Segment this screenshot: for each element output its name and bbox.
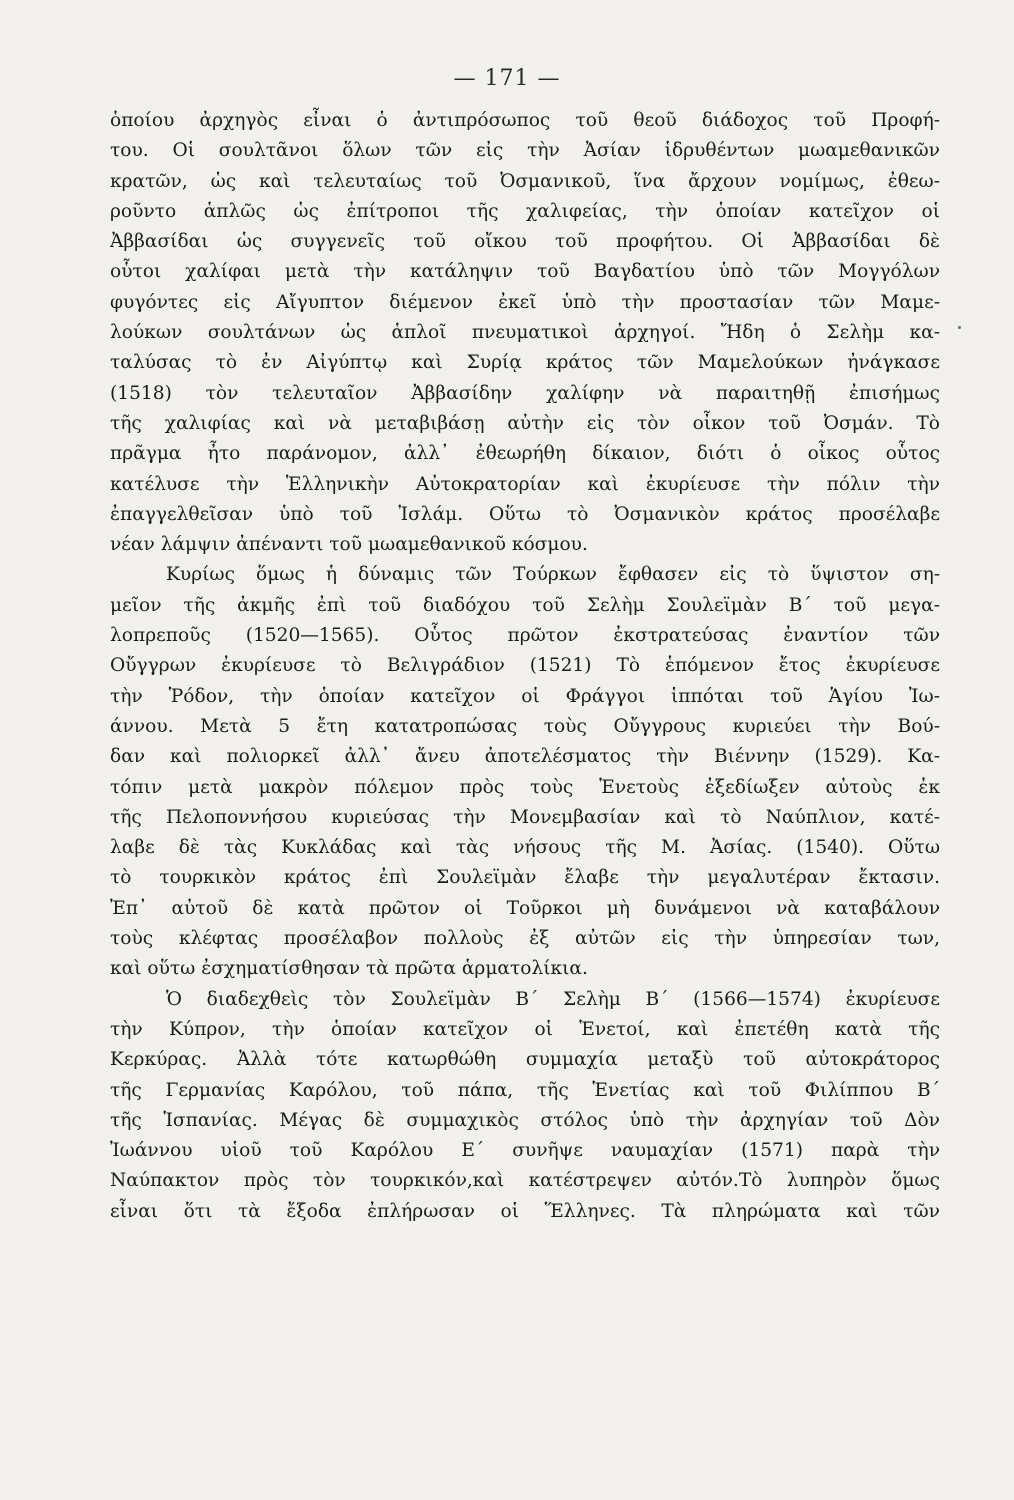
text-line: τῆς Ἱσπανίας. Μέγας δὲ συμμαχικὸς στόλος ὑπὸ τὴν ἀρχηγίαν τοῦ Δὸν — [110, 1109, 940, 1131]
text-line: τὸ τουρκικὸν κράτος ἐπὶ Σουλεϊμὰν ἔλαβε τὴν μεγαλυτέραν ἔκτασιν. — [110, 867, 940, 889]
text-line: τῆς Πελοποννήσου κυριεύσας τὴν Μονεμβασίαν καὶ τὸ Ναύπλιον, κατέ- — [110, 806, 940, 828]
text-line: εἶναι ὅτι τὰ ἔξοδα ἐπλήρωσαν οἱ Ἕλληνες. Τὰ πληρώματα καὶ τῶν — [110, 1200, 940, 1222]
text-line: Κυρίως ὅμως ἡ δύναμις τῶν Τούρκων ἔφθασεν εἰς τὸ ὕψιστον ση- — [166, 564, 940, 586]
text-line: ὁποίου ἀρχηγὸς εἶναι ὁ ἀντιπρόσωπος τοῦ θεοῦ διάδοχος τοῦ Προφή- — [110, 110, 940, 131]
text-line: Κερκύρας. Ἀλλὰ τότε κατωρθώθη συμμαχία μεταξὺ τοῦ αὐτοκράτορος — [110, 1049, 940, 1071]
page-number: — 171 — — [453, 66, 561, 91]
text-line: τὴν Ῥόδον, τὴν ὁποίαν κατεῖχον οἱ Φράγγοι ἱππόται τοῦ Ἁγίου Ἰω- — [110, 685, 940, 707]
text-line: τῆς χαλιφίας καὶ νὰ μεταβιβάσῃ αὐτὴν εἰς τὸν οἶκον τοῦ Ὀσμάν. Τὸ — [110, 412, 940, 434]
text-line: Ἀββασίδαι ὡς συγγενεῖς τοῦ οἴκου τοῦ προφήτου. Οἱ Ἀββασίδαι δὲ — [110, 231, 940, 253]
text-line: ἐπαγγελθεῖσαν ὑπὸ τοῦ Ἰσλάμ. Οὕτω τὸ Ὀσμανικὸν κράτος προσέλαβε — [110, 503, 940, 525]
text-line: Οὔγγρων ἐκυρίευσε τὸ Βελιγράδιον (1521) Τὸ ἑπόμενον ἔτος ἐκυρίευσε — [110, 655, 940, 677]
print-speck — [958, 326, 961, 329]
text-line: οὗτοι χαλίφαι μετὰ τὴν κατάληψιν τοῦ Βαγδατίου ὑπὸ τῶν Μογγόλων — [110, 261, 940, 283]
text-line: φυγόντες εἰς Αἴγυπτον διέμενον ἐκεῖ ὑπὸ τὴν προστασίαν τῶν Μαμε- — [110, 291, 940, 313]
text-line: τῆς Γερμανίας Καρόλου, τοῦ πάπα, τῆς Ἑνετίας καὶ τοῦ Φιλίππου Β´ — [110, 1079, 940, 1101]
text-line: (1518) τὸν τελευταῖον Ἀββασίδην χαλίφην νὰ παραιτηθῇ ἐπισήμως — [110, 382, 940, 404]
text-line: λοπρεποῦς (1520—1565). Οὗτος πρῶτον ἐκστρατεύσας ἐναντίον τῶν — [110, 625, 940, 647]
text-line: πρᾶγμα ἦτο παράνομον, ἀλλ᾽ ἐθεωρήθη δίκαιον, διότι ὁ οἶκος οὗτος — [110, 443, 940, 465]
text-line: τόπιν μετὰ μακρὸν πόλεμον πρὸς τοὺς Ἑνετοὺς ἐξεδίωξεν αὐτοὺς ἐκ — [110, 776, 940, 798]
text-line: Ναύπακτον πρὸς τὸν τουρκικόν,καὶ κατέστρεψεν αὐτόν.Τὸ λυπηρὸν ὅμως — [110, 1170, 940, 1192]
text-line: μεῖον τῆς ἀκμῆς ἐπὶ τοῦ διαδόχου τοῦ Σελὴμ Σουλεϊμὰν Β´ τοῦ μεγα- — [110, 594, 940, 616]
text-line: δαν καὶ πολιορκεῖ ἀλλ᾽ ἄνευ ἀποτελέσματος τὴν Βιέννην (1529). Κα- — [110, 746, 940, 768]
text-line: τοὺς κλέφτας προσέλαβον πολλοὺς ἐξ αὐτῶν εἰς τὴν ὑπηρεσίαν των, — [110, 928, 940, 950]
text-line: Ἰωάννου υἱοῦ τοῦ Καρόλου Ε´ συνῆψε ναυμαχίαν (1571) παρὰ τὴν — [110, 1140, 940, 1162]
text-line: άννου. Μετὰ 5 ἔτη κατατροπώσας τοὺς Οὔγγρους κυριεύει τὴν Βού- — [110, 715, 940, 737]
body-text — [110, 106, 940, 1227]
text-line: καὶ οὕτω ἐσχηματίσθησαν τὰ πρῶτα ἁρματολίκια. — [110, 958, 588, 980]
text-line: νέαν λάμψιν ἀπέναντι τοῦ μωαμεθανικοῦ κόσμου. — [110, 534, 588, 556]
text-line: του. Οἱ σουλτᾶνοι ὅλων τῶν εἰς τὴν Ἀσίαν ἱδρυθέντων μωαμεθανικῶν — [110, 140, 940, 162]
text-line: ταλύσας τὸ ἐν Αἰγύπτῳ καὶ Συρίᾳ κράτος τῶν Μαμελούκων ἠνάγκασε — [110, 352, 940, 374]
text-line: Ἐπ᾽ αὐτοῦ δὲ κατὰ πρῶτον οἱ Τοῦρκοι μὴ δυνάμενοι νὰ καταβάλουν — [110, 897, 940, 919]
text-line: ροῦντο ἁπλῶς ὡς ἐπίτροποι τῆς χαλιφείας, τὴν ὁποίαν κατεῖχον οἱ — [110, 200, 940, 222]
text-line: Ὁ διαδεχθεὶς τὸν Σουλεϊμὰν Β´ Σελὴμ Β´ (1566—1574) ἐκυρίευσε — [166, 988, 940, 1010]
text-line: κρατῶν, ὡς καὶ τελευταίως τοῦ Ὀσμανικοῦ, ἵνα ἄρχουν νομίμως, ἐθεω- — [110, 170, 940, 192]
text-line: λαβε δὲ τὰς Κυκλάδας καὶ τὰς νήσους τῆς Μ. Ἀσίας. (1540). Οὕτω — [110, 837, 940, 859]
text-line: λούκων σουλτάνων ὡς ἁπλοῖ πνευματικοὶ ἀρχηγοί. Ἤδη ὁ Σελὴμ κα- — [110, 322, 940, 344]
text-line: τὴν Κύπρον, τὴν ὁποίαν κατεῖχον οἱ Ἑνετοί, καὶ ἐπετέθη κατὰ τῆς — [110, 1018, 940, 1040]
text-line: κατέλυσε τὴν Ἑλληνικὴν Αὐτοκρατορίαν καὶ ἐκυρίευσε τὴν πόλιν τὴν — [110, 473, 940, 495]
